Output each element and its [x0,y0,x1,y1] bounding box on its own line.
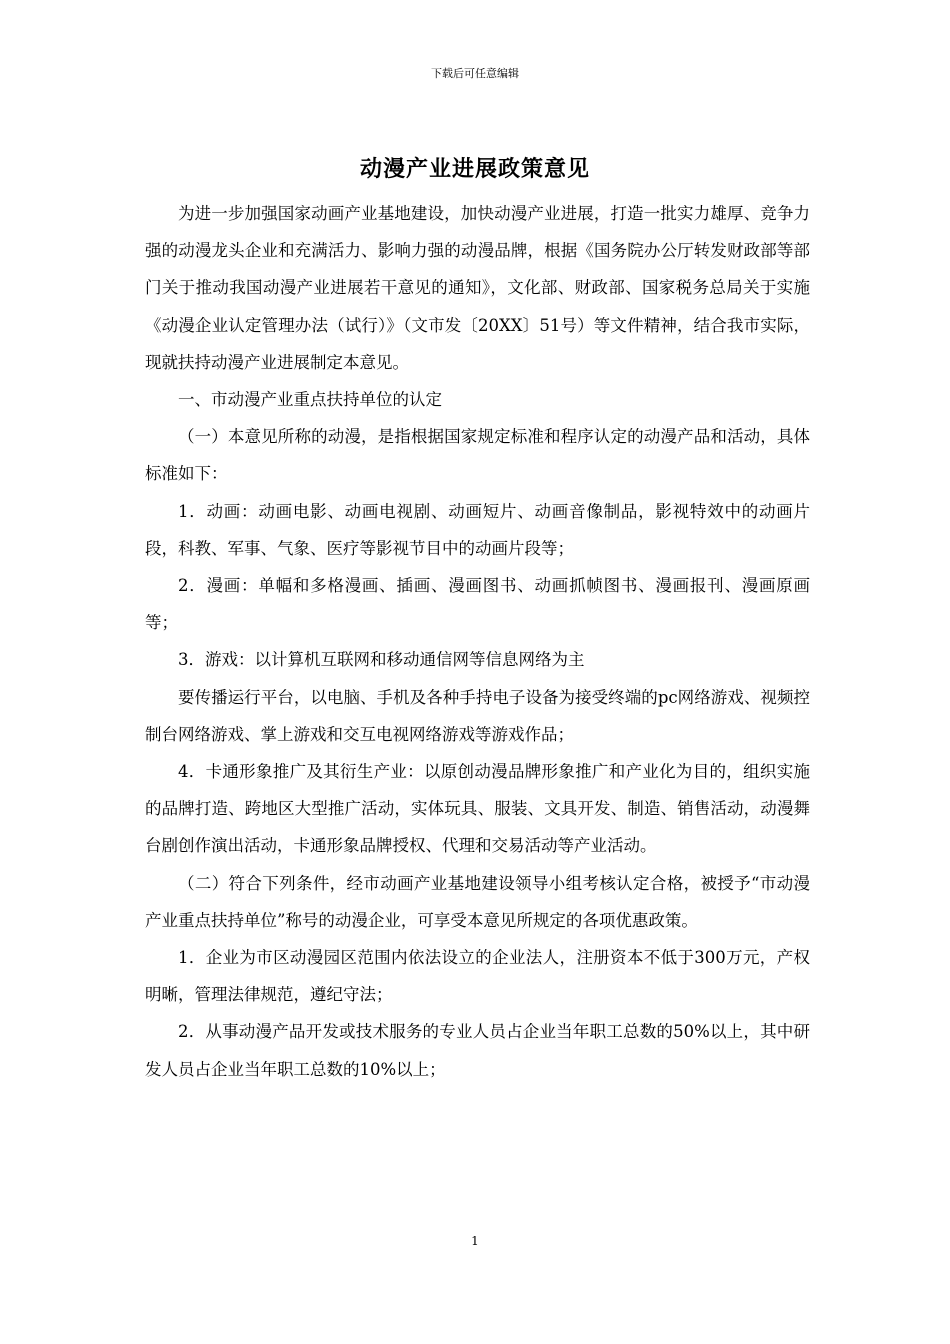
page-number: 1 [471,1234,479,1248]
section-heading-1: 一、市动漫产业重点扶持单位的认定 [178,390,442,410]
list-item-animation: 1．动画：动画电影、动画电视剧、动画短片、动画音像制品，影视特效中的动画片段，科教、军事、气象、医疗等影视节目中的动画片段等； [145,501,810,558]
condition-item-2: 2．从事动漫产品开发或技术服务的专业人员占企业当年职工总数的50%以上，其中研发人员占企业当年职工总数的10%以上； [145,1022,810,1079]
condition-item-1: 1．企业为市区动漫园区范围内依法设立的企业法人，注册资本不低于300万元，产权明晰，管理法律规范，遵纪守法； [145,948,810,1005]
list-item-games-continued: 要传播运行平台，以电脑、手机及各种手持电子设备为接受终端的pc网络游戏、视频控制台网络游戏、掌上游戏和交互电视网络游戏等游戏作品； [145,687,810,744]
list-item-games: 3．游戏：以计算机互联网和移动通信网等信息网络为主 [178,650,585,670]
list-item-comics: 2．漫画：单幅和多格漫画、插画、漫画图书、动画抓帧图书、漫画报刊、漫画原画等； [145,576,810,633]
document-title: 动漫产业进展政策意见 [359,156,590,182]
paragraph-definition: （一）本意见所称的动漫，是指根据国家规定标准和程序认定的动漫产品和活动，具体标准如下： [145,427,810,484]
document-body [145,195,810,1088]
paragraph-intro: 为进一步加强国家动画产业基地建设，加快动漫产业进展，打造一批实力雄厚、竞争力强的动漫龙头企业和充满活力、影响力强的动漫品牌，根据《国务院办公厅转发财政部等部门关于推动我国动漫产业进展若干意见的通知》，文化部、财政部、国家税务总局关于实施《动漫企业认定管理办法（试行）》（文市发〔20XX〕51号）等文件精神，结合我市实际，现就扶持动漫产业进展制定本意见。 [145,204,810,372]
paragraph-conditions: （二）符合下列条件，经市动画产业基地建设领导小组考核认定合格，被授予“市动漫产业重点扶持单位”称号的动漫企业，可享受本意见所规定的各项优惠政策。 [145,873,810,930]
header-note: 下载后可任意编辑 [431,67,519,80]
list-item-cartoon-derivatives: 4．卡通形象推广及其衍生产业：以原创动漫品牌形象推广和产业化为目的，组织实施的品牌打造、跨地区大型推广活动，实体玩具、服装、文具开发、制造、销售活动，动漫舞台剧创作演出活动，卡通形象品牌授权、代理和交易活动等产业活动。 [145,762,810,856]
